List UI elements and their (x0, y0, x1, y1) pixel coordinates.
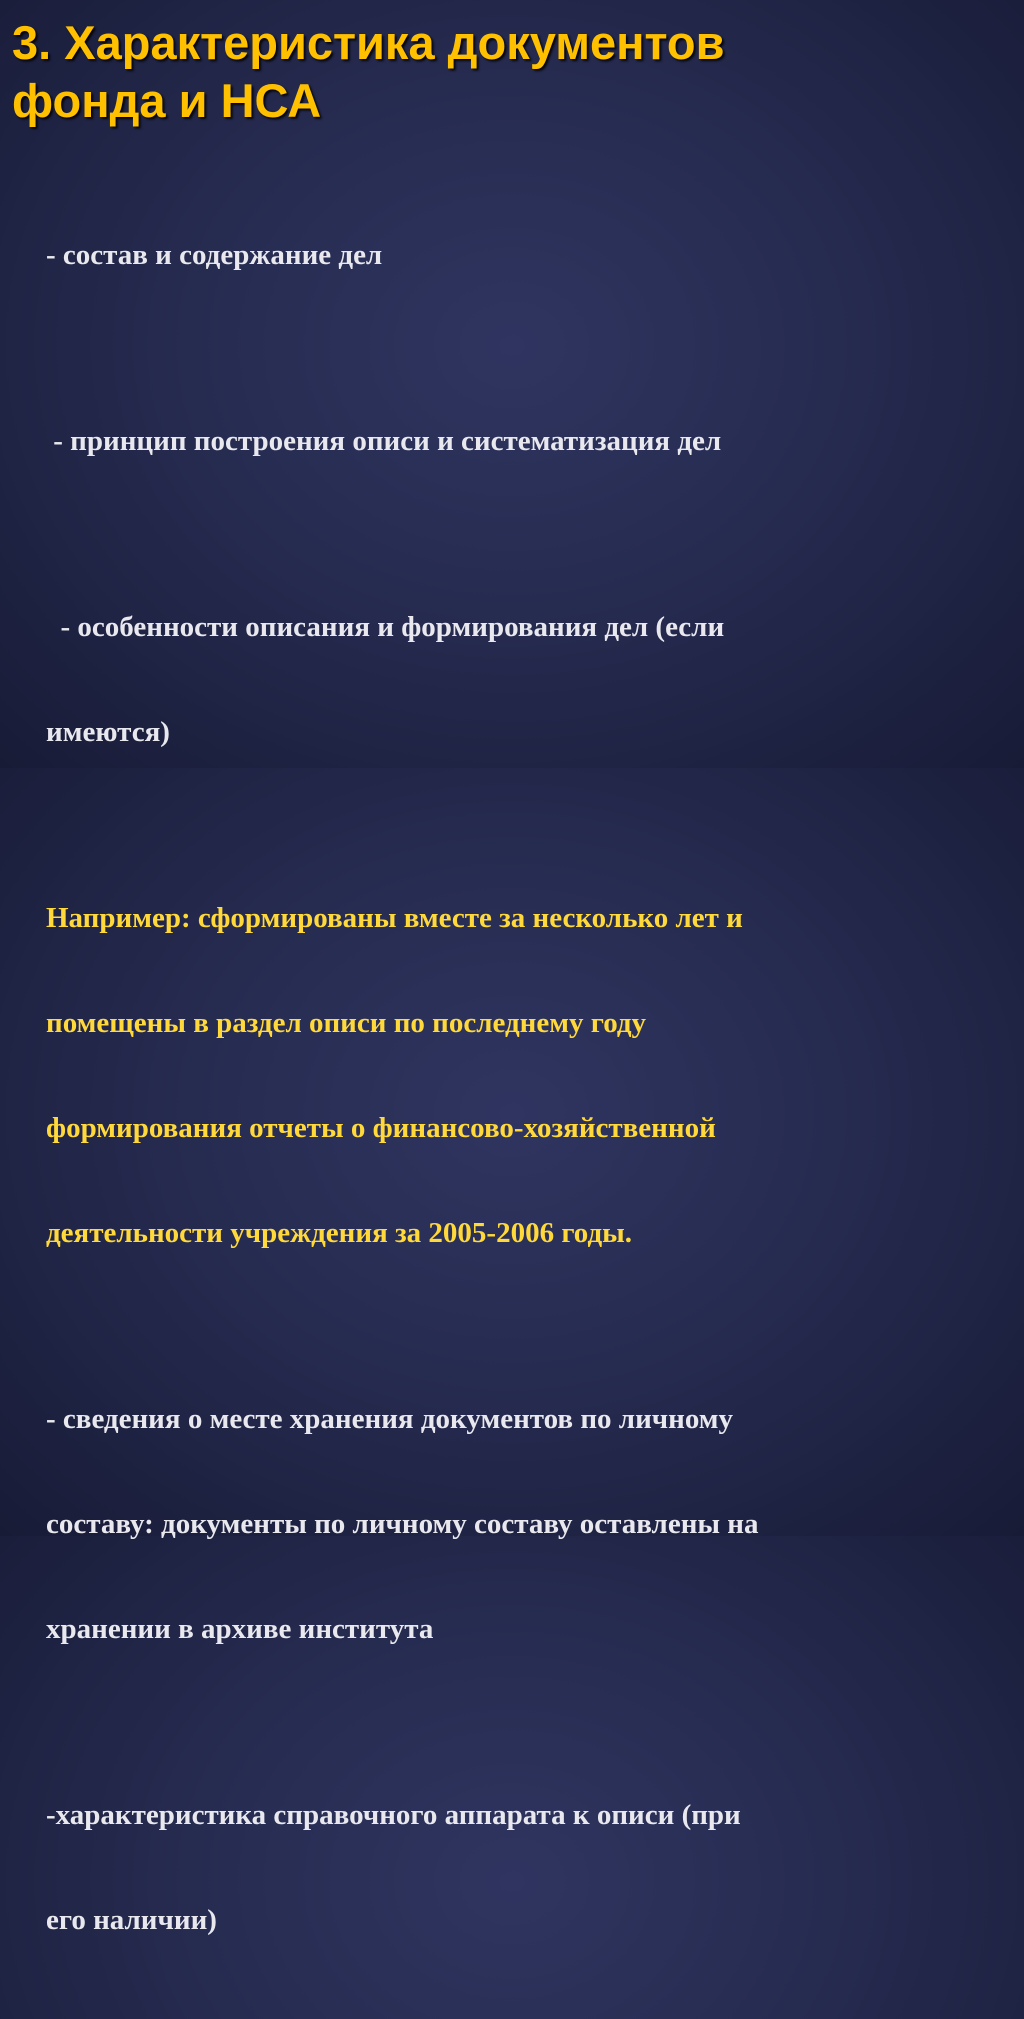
text-line: - сведения о месте хранения документов по личному (46, 1403, 734, 1435)
text-line: - принцип построения описи и систематизация дел (46, 425, 722, 457)
text-line: -характеристика справочного аппарата к описи (при (46, 1799, 741, 1831)
text-line: его наличии) (46, 1904, 217, 1936)
slide-title (12, 14, 1012, 130)
slide-title-line-1: 3. Характеристика документов (12, 16, 725, 69)
text-line: составу: документы по личному составу оставлены на (46, 1508, 759, 1540)
text-line: Например: сформированы вместе за несколько лет и (46, 902, 743, 934)
text-line: - состав и содержание дел (46, 239, 383, 271)
text-line: - особенности описания и формирования дел (если (46, 611, 725, 643)
list-item-reference-apparatus (46, 1728, 996, 2008)
text-line: имеются) (46, 716, 170, 748)
text-line: формирования отчеты о финансово-хозяйственной (46, 1112, 716, 1144)
text-line: деятельности учреждения за 2005-2006 годы. (46, 1217, 633, 1249)
list-item-content-of-files (46, 168, 996, 343)
list-item-personnel-storage (46, 1332, 996, 1717)
text-line: помещены в раздел описи по последнему году (46, 1007, 647, 1039)
example-paragraph (46, 831, 996, 1321)
slide-body (46, 168, 996, 2019)
list-item-description-features (46, 540, 996, 820)
slide-title-line-2: фонда и НСА (12, 74, 322, 127)
list-item-inventory-principle (46, 354, 996, 529)
text-line: хранении в архиве института (46, 1613, 434, 1645)
